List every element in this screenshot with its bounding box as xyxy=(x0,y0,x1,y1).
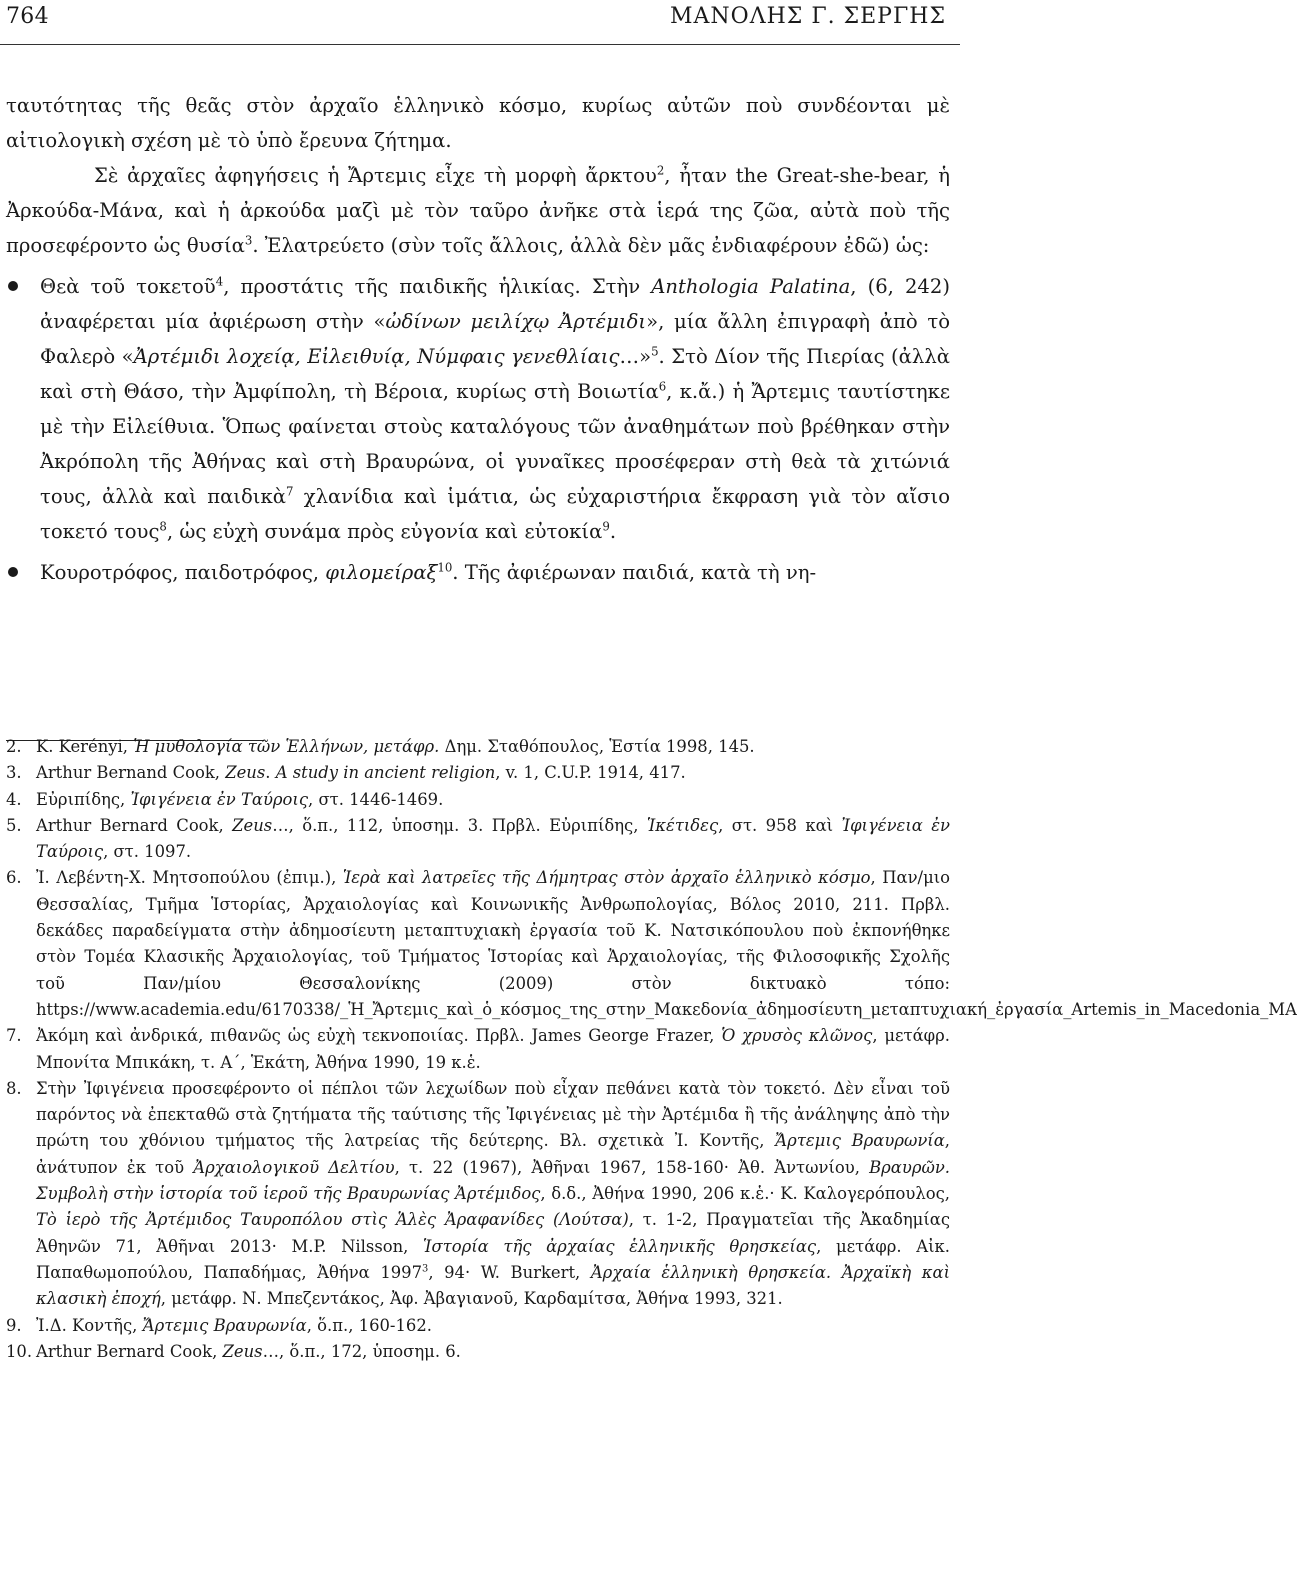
bullet-item-2: Κουροτρόφος, παιδοτρόφος, φιλομείραξ$^{10}$. Τῆς ἀφιέρωναν παιδιά, κατὰ τὴ νη- xyxy=(6,555,950,590)
footnote-ref[interactable]: 2 xyxy=(656,163,665,178)
bullet-item-1: Θεὰ τοῦ τοκετοῦ$^4$, προστάτις τῆς παιδικῆς ἡλικίας. Στὴν Anthologia Palatina, (6, 242) ἀναφέρεται μία ἀφιέρωση στὴν «ὠδίνων μειλίχῳ Ἀρτέμιδι», μία ἄλλη ἐπιγραφὴ ἀπὸ τὸ Φαλερὸ «Ἀρτέμιδι λοχείᾳ, Εἰλειθυίᾳ, Νύμφαις γενεθλίαις…»$^5$. Στὸ Δίον τῆς Πιερίας (ἀλλὰ καὶ στὴ Θάσο, τὴν Ἀμφίπολη, τὴ Βέροια, κυρίως στὴ Βοιωτία$^6$, κ.ἄ.) ἡ Ἄρτεμις ταυτίστηκε μὲ τὴν Εἰλείθυια. Ὅπως φαίνεται στοὺς καταλόγους τῶν ἀναθημάτων ποὺ βρέθηκαν στὴν Ἀκρόπολη τῆς Ἀθήνας καὶ στὴ Βραυρώνα, οἱ γυναῖκες προσέφεραν στὴ θεὰ τὰ χιτώνιά τους, ἀλλὰ καὶ παιδικὰ$^7$ χλανίδια καὶ ἱμάτια, ὡς εὐχαριστήρια ἔκφραση γιὰ τὸν αἴσιο τοκετό τους$^8$, ὡς εὐχὴ συνάμα πρὸς εὐγονία καὶ εὐτοκία$^9$. xyxy=(6,269,950,549)
footnote-ref[interactable]: 9 xyxy=(602,519,610,534)
footnotes xyxy=(6,734,1297,1365)
footnote-9: 9. Ἰ.Δ. Κοντῆς, Ἄρτεμις Βραυρωνία, ὅ.π., 160-162. xyxy=(6,1315,432,1335)
running-header xyxy=(0,0,960,40)
footnote-ref[interactable]: 5 xyxy=(651,344,659,359)
running-author: ΜΑΝΟΛΗΣ Γ. ΣΕΡΓΗΣ xyxy=(670,4,946,29)
footnote-ref[interactable]: 10 xyxy=(437,560,453,575)
bullet-icon xyxy=(8,281,18,291)
header-rule xyxy=(0,44,960,45)
page-number: 764 xyxy=(6,4,49,29)
paragraph-2: Σὲ ἀρχαῖες ἀφηγήσεις ἡ Ἄρτεμις εἶχε τὴ μορφὴ ἄρκτου$^2$, ἦταν the Great-she-bear, ἡ Ἀρκούδα-Μάνα, καὶ ἡ ἀρκούδα μαζὶ μὲ τὸν ταῦρο ἀνῆκε στὰ ἱερά της ζῶα, αὐτὰ ποὺ τῆς προσεφέροντο ὡς θυσία$^3$. Ἐλατρεύετο (σὺν τοῖς ἄλλοις, ἀλλὰ δὲν μᾶς ἐνδιαφέρουν ἐδῶ) ὡς: xyxy=(6,163,950,257)
footnote-ref[interactable]: 8 xyxy=(159,519,167,534)
footnote-5: 5. Arthur Bernard Cook, Zeus…, ὅ.π., 112, ὑποσημ. 3. Πρβλ. Εὐριπίδης, Ἱκέτιδες, στ. 958 καὶ Ἰφιγένεια ἐν Ταύροις, στ. 1097. xyxy=(6,815,950,862)
bullet-icon xyxy=(8,567,18,577)
footnote-ref[interactable]: 6 xyxy=(658,379,667,394)
footnote-ref[interactable]: 3 xyxy=(244,233,253,248)
footnote-8: 8. Στὴν Ἰφιγένεια προσεφέροντο οἱ πέπλοι τῶν λεχωίδων ποὺ εἶχαν πεθάνει κατὰ τὸν τοκετό. Δὲν εἶναι τοῦ παρόντος νὰ ἐπεκταθῶ στὰ ζητήματα τῆς ταύτισης τῆς Ἰφιγένειας μὲ τὴν Ἀρτέμιδα ἢ τῆς ἀνάληψης ἀπὸ τὴν πρώτη του χθόνιου τμήματος τῆς λατρείας τῆς δεύτερης. Βλ. σχετικὰ Ἰ. Κοντῆς, Ἄρτεμις Βραυρωνία, ἀνάτυπον ἐκ τοῦ Ἀρχαιολογικοῦ Δελτίου, τ. 22 (1967), Ἀθῆναι 1967, 158-160· Ἀθ. Ἀντωνίου, Βραυρῶν. Συμβολὴ στὴν ἱστορία τοῦ ἱεροῦ τῆς Βραυρωνίας Ἀρτέμιδος, δ.δ., Ἀθήνα 1990, 206 κ.ἑ.· Κ. Καλογερόπουλος, Τὸ ἱερὸ τῆς Ἀρτέμιδος Ταυροπόλου στὶς Ἁλὲς Ἀραφανίδες (Λούτσα), τ. 1-2, Πραγματεῖαι τῆς Ἀκαδημίας Ἀθηνῶν 71, Ἀθῆναι 2013· M.P. Nilsson, Ἱστορία τῆς ἀρχαίας ἑλληνικῆς θρησκείας, μετάφρ. Αἰκ. Παπαθωμοπούλου, Παπαδήμας, Ἀθήνα 1997$^3$, 94· W. Burkert, Ἀρχαία ἑλληνικὴ θρησκεία. Ἀρχαϊκὴ καὶ κλασικὴ ἐποχή, μετάφρ. Ν. Μπεζεντάκος, Ἀφ. Ἀβαγιανοῦ, Καρδαμίτσα, Ἀθήνα 1993, 321. xyxy=(6,1078,951,1309)
footnote-6: 6. Ἰ. Λεβέντη-Χ. Μητσοπούλου (ἐπιμ.), Ἱερὰ καὶ λατρεῖες τῆς Δήμητρας στὸν ἀρχαῖο ἑλληνικὸ κόσμο, Παν/μιο Θεσσαλίας, Τμῆμα Ἱστορίας, Ἀρχαιολογίας καὶ Κοινωνικῆς Ἀνθρωπολογίας, Βόλος 2010, 211. Πρβλ. δεκάδες παραδείγματα στὴν ἀδημοσίευτη μεταπτυχιακὴ ἐργασία τοῦ Κ. Νατσικόπουλου ποὺ ἐκπονήθηκε στὸν Τομέα Κλασικῆς Ἀρχαιολογίας, τοῦ Τμήματος Ἱστορίας καὶ Ἀρχαιολογίας, τῆς Φιλοσοφικῆς Σχολῆς τοῦ Παν/μίου Θεσσαλονίκης (2009) στὸν δικτυακὸ τόπο: https://www.academia.edu/6170338/_Ἡ_Ἄρτεμις_καὶ_ὁ_κόσμος_της_στην_Μακεδονία_ἀδημοσίευτη_μεταπτυχιακή_ἐργασία_Artemis_in_Macedonia_MA xyxy=(6,868,1297,1019)
footnote-ref[interactable]: 4 xyxy=(215,274,224,289)
footnote-7: 7. Ἀκόμη καὶ ἀνδρικά, πιθανῶς ὡς εὐχὴ τεκνοποιίας. Πρβλ. James George Frazer, Ὁ χρυσὸς κλῶνος, μετάφρ. Μπονίτα Μπικάκη, τ. Α΄, Ἑκάτη, Ἀθήνα 1990, 19 κ.ἑ. xyxy=(6,1026,950,1072)
footnote-10: 10. Arthur Bernard Cook, Zeus…, ὅ.π., 172, ὑποσημ. 6. xyxy=(6,1341,461,1361)
footnote-ref[interactable]: 7 xyxy=(285,484,294,499)
main-text xyxy=(6,88,950,590)
footnote-4: 4. Εὐριπίδης, Ἰφιγένεια ἐν Ταύροις, στ. 1446-1469. xyxy=(6,789,444,809)
footnote-3: 3. Arthur Bernand Cook, Zeus. A study in ancient religion, v. 1, C.U.P. 1914, 417. xyxy=(6,763,686,783)
paragraph-1: ταυτότητας τῆς θεᾶς στὸν ἀρχαῖο ἑλληνικὸ κόσμο, κυρίως αὐτῶν ποὺ συνδέονται μὲ αἰτιολογικὴ σχέση μὲ τὸ ὑπὸ ἔρευνα ζήτημα. xyxy=(6,94,950,152)
footnote-2: 2. K. Kerényi, Ἡ μυθολογία τῶν Ἑλλήνων, μετάφρ. Δημ. Σταθόπουλος, Ἑστία 1998, 145. xyxy=(6,737,755,756)
